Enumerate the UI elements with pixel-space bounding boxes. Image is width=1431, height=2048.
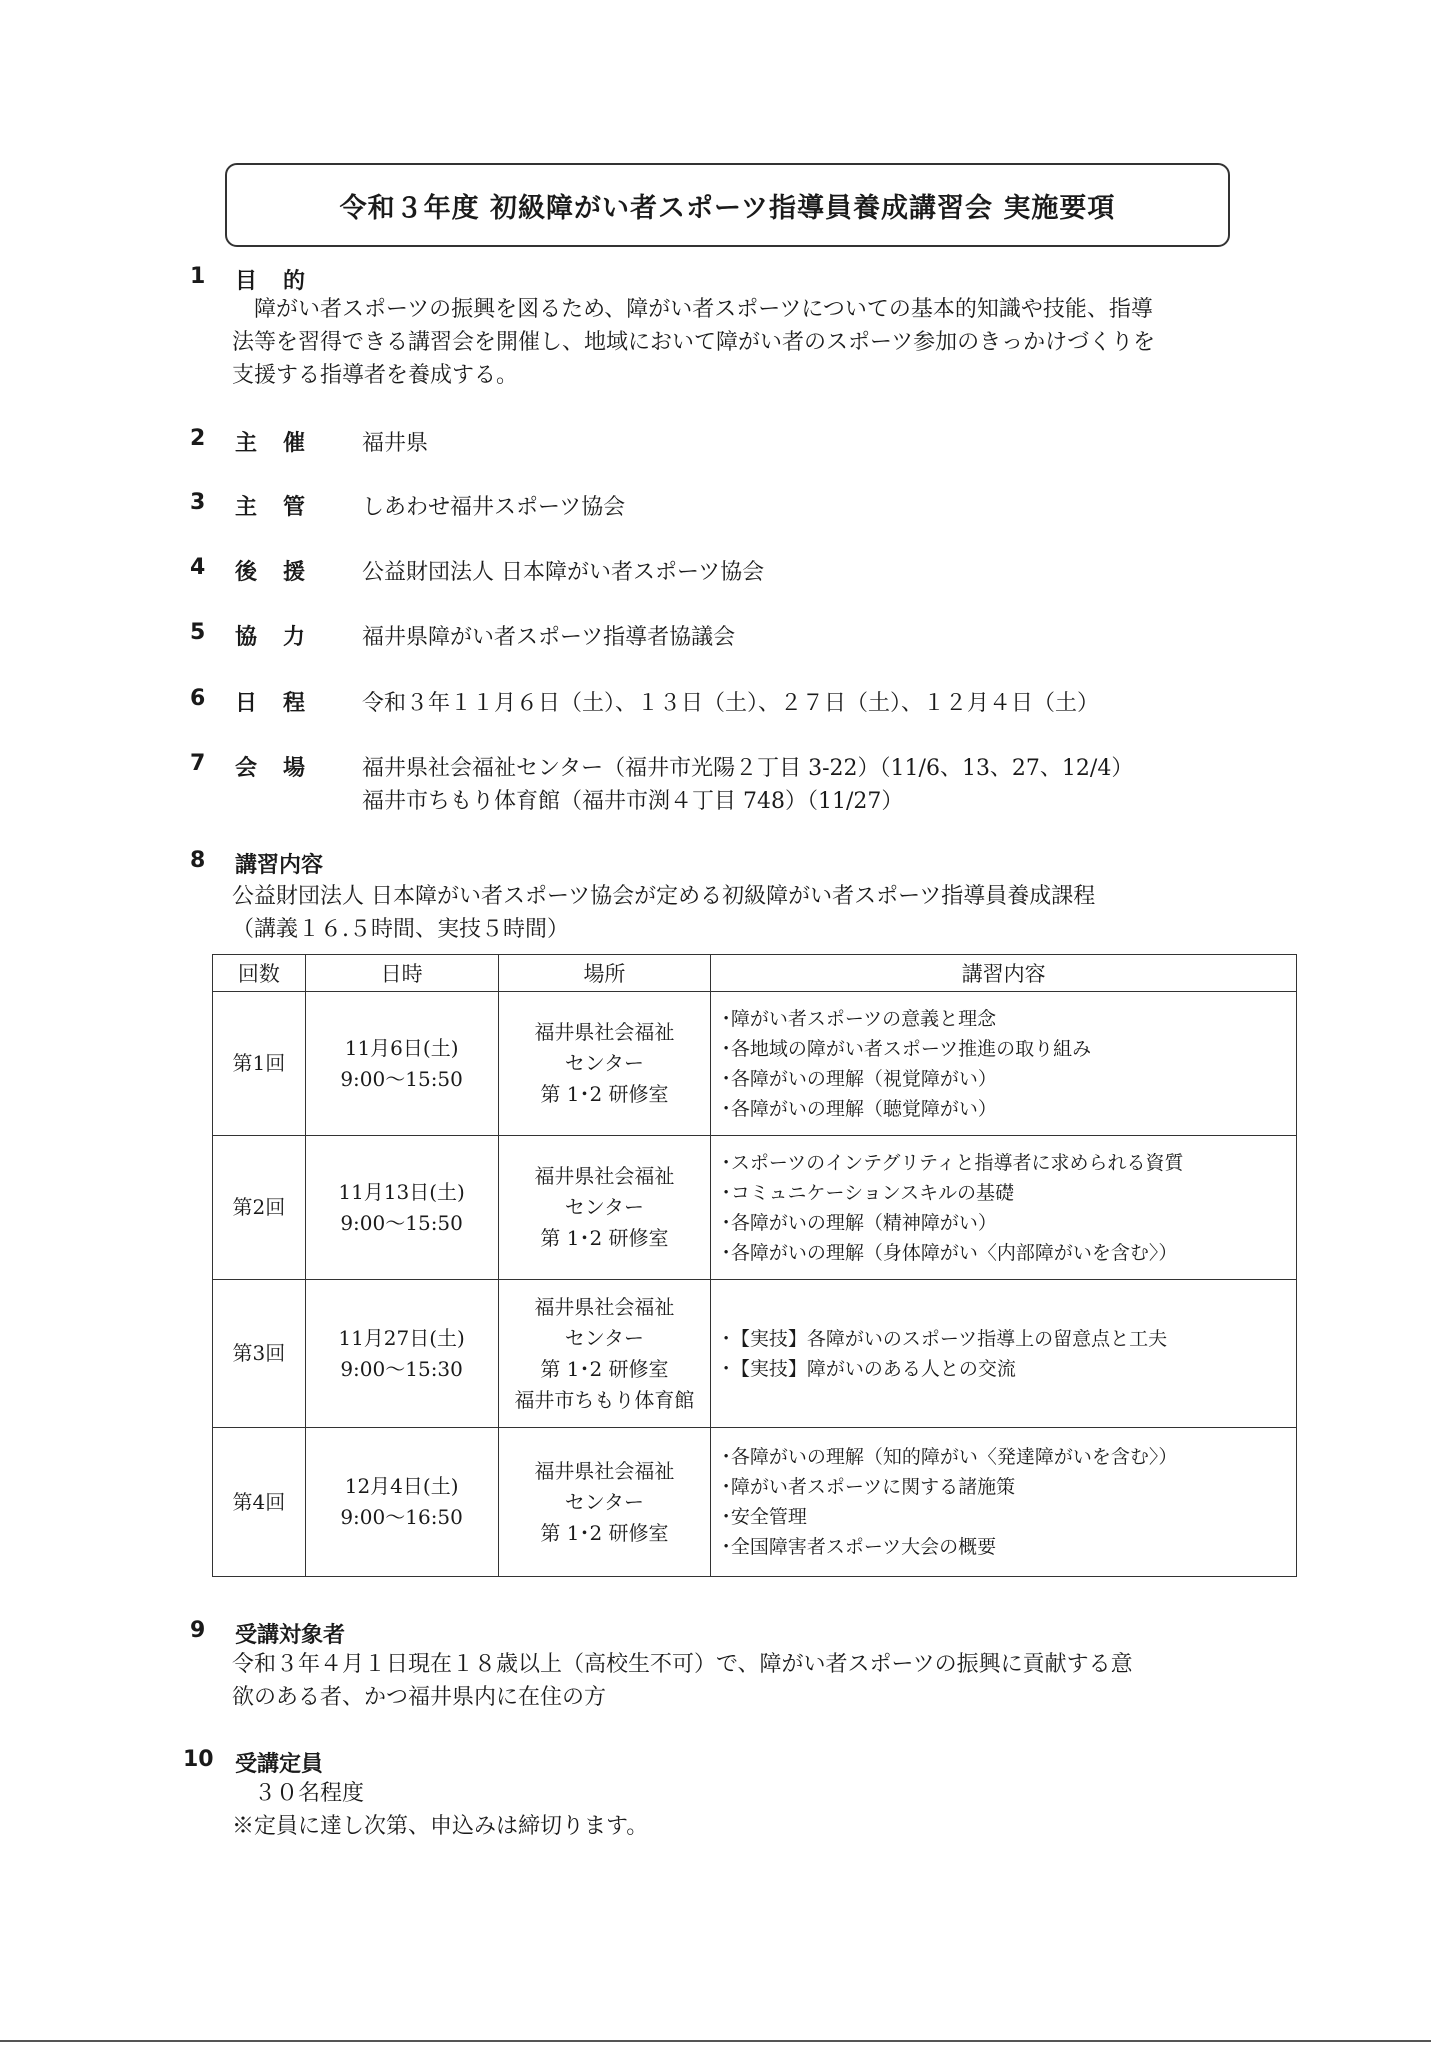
section-3-heading: 主管 xyxy=(235,495,332,520)
section-1-heading: 目的 xyxy=(235,269,332,294)
section-6-heading: 日程 xyxy=(235,691,332,716)
content-cell xyxy=(711,992,1297,1136)
content-line: ･各地域の障がい者スポーツ推進の取り組み xyxy=(721,1037,1092,1060)
section-6-number: 6 xyxy=(190,686,206,711)
section-2-value: 福井県 xyxy=(362,431,429,456)
section-1-body-line: 障がい者スポーツの振興を図るため、障がい者スポーツについての基本的知識や技能、指導 xyxy=(254,297,1153,322)
date-text: 11月27日(土) xyxy=(338,1325,465,1350)
header-place: 場所 xyxy=(498,955,711,992)
section-1-number: 1 xyxy=(190,264,206,289)
content-line: ･安全管理 xyxy=(721,1506,807,1528)
place-line: センター xyxy=(564,1325,645,1350)
content-line: ･全国障害者スポーツ大会の概要 xyxy=(721,1536,997,1558)
content-line: ･各障がいの理解（知的障がい〈発達障がいを含む〉） xyxy=(721,1446,1178,1468)
section-8-heading: 講習内容 xyxy=(235,853,324,878)
session-cell: 第2回 xyxy=(213,1136,306,1280)
bottom-rule xyxy=(0,2040,1431,2042)
header-datetime: 日時 xyxy=(305,955,498,992)
date-text: 11月13日(土) xyxy=(338,1179,465,1204)
content-line: ･コミュニケーションスキルの基礎 xyxy=(721,1181,1014,1204)
section-7-heading: 会場 xyxy=(235,756,332,781)
section-10-body xyxy=(232,1777,648,1843)
section-10-body-line: ３０名程度 xyxy=(254,1781,365,1806)
page-title: 令和３年度 初級障がい者スポーツ指導員養成講習会 実施要項 xyxy=(339,192,1116,224)
section-8-number: 8 xyxy=(190,848,206,873)
section-10-heading: 受講定員 xyxy=(235,1752,324,1777)
datetime-cell xyxy=(305,1136,498,1280)
place-cell xyxy=(498,1428,711,1577)
section-9-number: 9 xyxy=(190,1618,206,1643)
section-8-body xyxy=(232,880,1095,946)
content-line: ･【実技】障がいのある人との交流 xyxy=(721,1357,1016,1380)
section-2-heading: 主催 xyxy=(235,431,332,456)
header-content: 講習内容 xyxy=(711,955,1297,992)
content-line: ･スポーツのインテグリティと指導者に求められる資質 xyxy=(721,1151,1184,1174)
place-line: 第 1･2 研修室 xyxy=(540,1082,669,1106)
section-5-heading: 協力 xyxy=(235,625,332,650)
time-text: 9:00～15:30 xyxy=(340,1356,463,1381)
place-line: センター xyxy=(564,1195,645,1219)
session-cell: 第4回 xyxy=(213,1428,306,1577)
section-7-number: 7 xyxy=(190,751,206,776)
session-cell: 第1回 xyxy=(213,992,306,1136)
title-box xyxy=(225,163,1230,247)
place-line: 福井市ちもり体育館 xyxy=(514,1387,695,1412)
section-4-heading: 後援 xyxy=(235,560,332,585)
section-3-value: しあわせ福井スポーツ協会 xyxy=(362,495,626,520)
content-line: ･各障がいの理解（視覚障がい） xyxy=(721,1067,997,1090)
section-3-number: 3 xyxy=(190,490,206,515)
place-cell xyxy=(498,1136,711,1280)
section-1-body-line: 法等を習得できる講習会を開催し、地域において障がい者のスポーツ参加のきっかけづくりを xyxy=(232,330,1156,355)
place-line: 福井県社会福祉 xyxy=(534,1294,675,1319)
section-8-body-line: 公益財団法人 日本障がい者スポーツ協会が定める初級障がい者スポーツ指導員養成課程 xyxy=(232,884,1096,909)
section-9-body-line: 令和３年４月１日現在１８歳以上（高校生不可）で、障がい者スポーツの振興に貢献する意 xyxy=(232,1652,1133,1677)
section-9-heading: 受講対象者 xyxy=(235,1623,346,1648)
section-1-body xyxy=(232,293,1155,392)
date-text: 11月6日(土) xyxy=(344,1035,459,1060)
content-line: ･各障がいの理解（身体障がい〈内部障がいを含む〉） xyxy=(721,1241,1178,1264)
section-5-number: 5 xyxy=(190,620,206,645)
course-table xyxy=(212,954,1297,1577)
place-line: 第 1･2 研修室 xyxy=(540,1520,669,1545)
place-line: センター xyxy=(564,1051,645,1075)
place-line: 第 1･2 研修室 xyxy=(540,1356,669,1381)
content-line: ･障がい者スポーツの意義と理念 xyxy=(721,1007,997,1030)
table-row xyxy=(213,1280,1297,1428)
table-row xyxy=(213,1136,1297,1280)
datetime-cell xyxy=(305,1428,498,1577)
section-7-value-line: 福井市ちもり体育館（福井市渕４丁目 748）（11/27） xyxy=(362,789,904,814)
content-cell xyxy=(711,1136,1297,1280)
place-line: 第 1･2 研修室 xyxy=(540,1226,669,1250)
time-text: 9:00～15:50 xyxy=(340,1066,463,1091)
time-text: 9:00～16:50 xyxy=(340,1505,463,1529)
table-row xyxy=(213,1428,1297,1577)
section-10-body-line: ※定員に達し次第、申込みは締切ります。 xyxy=(232,1814,649,1839)
section-4-number: 4 xyxy=(190,555,206,580)
place-cell xyxy=(498,992,711,1136)
content-line: ･【実技】各障がいのスポーツ指導上の留意点と工夫 xyxy=(721,1327,1168,1350)
content-line: ･各障がいの理解（精神障がい） xyxy=(721,1211,997,1234)
date-text: 12月4日(土) xyxy=(344,1474,459,1498)
place-line: 福井県社会福祉 xyxy=(534,1458,675,1483)
session-cell: 第3回 xyxy=(213,1280,306,1428)
table-header-row xyxy=(213,955,1297,992)
time-text: 9:00～15:50 xyxy=(340,1210,463,1235)
datetime-cell xyxy=(305,992,498,1136)
section-1-body-line: 支援する指導者を養成する。 xyxy=(232,363,519,388)
place-line: 福井県社会福祉 xyxy=(534,1164,675,1188)
place-cell xyxy=(498,1280,711,1428)
place-line: 福井県社会福祉 xyxy=(534,1020,675,1044)
section-10-number: 10 xyxy=(183,1747,214,1772)
datetime-cell xyxy=(305,1280,498,1428)
content-line: ･障がい者スポーツに関する諸施策 xyxy=(721,1476,1016,1498)
section-2-number: 2 xyxy=(190,426,206,451)
table-row xyxy=(213,992,1297,1136)
content-line: ･各障がいの理解（聴覚障がい） xyxy=(721,1097,997,1120)
section-8-body-line: （講義１６.５時間、実技５時間） xyxy=(232,917,569,942)
section-6-value: 令和３年１１月６日（土）、１３日（土）、２７日（土）、１２月４日（土） xyxy=(362,691,1100,716)
section-7-value-line: 福井県社会福祉センター（福井市光陽２丁目 3-22）（11/6、13、27、12/4） xyxy=(362,756,1134,781)
header-session: 回数 xyxy=(213,955,306,992)
section-9-body-line: 欲のある者、かつ福井県内に在住の方 xyxy=(232,1685,607,1710)
section-9-body xyxy=(232,1648,1133,1714)
place-line: センター xyxy=(564,1489,645,1514)
section-5-value: 福井県障がい者スポーツ指導者協議会 xyxy=(362,625,736,650)
section-4-value: 公益財団法人 日本障がい者スポーツ協会 xyxy=(362,560,765,585)
content-cell xyxy=(711,1428,1297,1577)
content-cell xyxy=(711,1280,1297,1428)
